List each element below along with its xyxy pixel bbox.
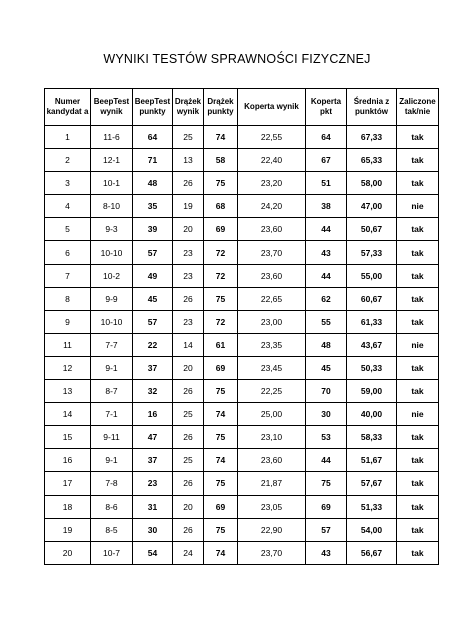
- cell-kandydat: 9: [45, 310, 91, 333]
- cell-drazek-punkty: 75: [204, 287, 238, 310]
- cell-zaliczone: tak: [397, 426, 439, 449]
- cell-beep-punkty: 57: [133, 241, 173, 264]
- cell-kandydat: 5: [45, 218, 91, 241]
- cell-srednia: 65,33: [347, 149, 397, 172]
- cell-beep-wynik: 7-8: [91, 472, 133, 495]
- cell-drazek-wynik: 26: [173, 518, 204, 541]
- table-body: [45, 126, 439, 565]
- cell-koperta-wynik: 22,55: [238, 126, 306, 149]
- header-beep-punkty: BeepTest punkty: [133, 89, 173, 126]
- cell-koperta-pkt: 30: [306, 403, 347, 426]
- table-header: [45, 89, 439, 126]
- table-row: [45, 541, 439, 564]
- cell-beep-punkty: 71: [133, 149, 173, 172]
- cell-koperta-wynik: 22,25: [238, 380, 306, 403]
- header-row: [45, 89, 439, 126]
- cell-srednia: 54,00: [347, 518, 397, 541]
- cell-drazek-wynik: 24: [173, 541, 204, 564]
- cell-drazek-wynik: 26: [173, 380, 204, 403]
- cell-kandydat: 18: [45, 495, 91, 518]
- cell-srednia: 40,00: [347, 403, 397, 426]
- cell-drazek-wynik: 23: [173, 264, 204, 287]
- cell-kandydat: 1: [45, 126, 91, 149]
- cell-kandydat: 6: [45, 241, 91, 264]
- cell-beep-wynik: 10-10: [91, 241, 133, 264]
- table-row: [45, 472, 439, 495]
- cell-koperta-pkt: 64: [306, 126, 347, 149]
- cell-srednia: 50,33: [347, 356, 397, 379]
- table-row: [45, 264, 439, 287]
- cell-koperta-pkt: 75: [306, 472, 347, 495]
- cell-kandydat: 15: [45, 426, 91, 449]
- cell-beep-wynik: 10-7: [91, 541, 133, 564]
- cell-koperta-wynik: 23,20: [238, 172, 306, 195]
- table-row: [45, 518, 439, 541]
- cell-zaliczone: nie: [397, 333, 439, 356]
- cell-srednia: 50,67: [347, 218, 397, 241]
- cell-drazek-wynik: 25: [173, 449, 204, 472]
- header-zaliczone: Zaliczone tak/nie: [397, 89, 439, 126]
- cell-drazek-wynik: 20: [173, 356, 204, 379]
- cell-drazek-wynik: 14: [173, 333, 204, 356]
- cell-koperta-pkt: 43: [306, 241, 347, 264]
- cell-drazek-wynik: 25: [173, 126, 204, 149]
- cell-kandydat: 20: [45, 541, 91, 564]
- table-row: [45, 126, 439, 149]
- cell-drazek-punkty: 69: [204, 495, 238, 518]
- cell-drazek-punkty: 74: [204, 126, 238, 149]
- cell-beep-punkty: 45: [133, 287, 173, 310]
- cell-drazek-punkty: 74: [204, 449, 238, 472]
- cell-koperta-pkt: 62: [306, 287, 347, 310]
- cell-drazek-wynik: 26: [173, 426, 204, 449]
- cell-drazek-punkty: 61: [204, 333, 238, 356]
- cell-drazek-punkty: 75: [204, 426, 238, 449]
- cell-drazek-punkty: 68: [204, 195, 238, 218]
- cell-koperta-wynik: 23,60: [238, 264, 306, 287]
- cell-beep-wynik: 10-1: [91, 172, 133, 195]
- cell-beep-punkty: 49: [133, 264, 173, 287]
- cell-koperta-wynik: 23,45: [238, 356, 306, 379]
- cell-kandydat: 14: [45, 403, 91, 426]
- cell-drazek-wynik: 19: [173, 195, 204, 218]
- cell-koperta-wynik: 23,60: [238, 449, 306, 472]
- cell-kandydat: 8: [45, 287, 91, 310]
- cell-beep-punkty: 64: [133, 126, 173, 149]
- table-row: [45, 310, 439, 333]
- table-row: [45, 426, 439, 449]
- cell-beep-punkty: 32: [133, 380, 173, 403]
- cell-drazek-punkty: 74: [204, 541, 238, 564]
- cell-beep-wynik: 10-10: [91, 310, 133, 333]
- cell-koperta-pkt: 48: [306, 333, 347, 356]
- table-row: [45, 195, 439, 218]
- cell-koperta-pkt: 55: [306, 310, 347, 333]
- cell-kandydat: 17: [45, 472, 91, 495]
- cell-srednia: 58,00: [347, 172, 397, 195]
- cell-zaliczone: tak: [397, 241, 439, 264]
- cell-beep-wynik: 9-1: [91, 356, 133, 379]
- cell-zaliczone: tak: [397, 449, 439, 472]
- cell-koperta-pkt: 44: [306, 218, 347, 241]
- cell-drazek-punkty: 58: [204, 149, 238, 172]
- cell-srednia: 61,33: [347, 310, 397, 333]
- cell-drazek-wynik: 26: [173, 172, 204, 195]
- table-row: [45, 241, 439, 264]
- cell-kandydat: 3: [45, 172, 91, 195]
- cell-koperta-wynik: 24,20: [238, 195, 306, 218]
- cell-srednia: 51,33: [347, 495, 397, 518]
- table-row: [45, 356, 439, 379]
- cell-beep-wynik: 8-5: [91, 518, 133, 541]
- cell-beep-wynik: 8-7: [91, 380, 133, 403]
- cell-koperta-pkt: 57: [306, 518, 347, 541]
- cell-beep-punkty: 23: [133, 472, 173, 495]
- cell-beep-punkty: 35: [133, 195, 173, 218]
- cell-srednia: 57,33: [347, 241, 397, 264]
- cell-koperta-pkt: 38: [306, 195, 347, 218]
- table-row: [45, 149, 439, 172]
- cell-beep-wynik: 8-6: [91, 495, 133, 518]
- table-row: [45, 172, 439, 195]
- cell-srednia: 57,67: [347, 472, 397, 495]
- table-row: [45, 380, 439, 403]
- cell-koperta-wynik: 22,90: [238, 518, 306, 541]
- cell-drazek-punkty: 75: [204, 518, 238, 541]
- cell-drazek-punkty: 75: [204, 472, 238, 495]
- cell-beep-wynik: 7-1: [91, 403, 133, 426]
- cell-beep-punkty: 39: [133, 218, 173, 241]
- cell-kandydat: 7: [45, 264, 91, 287]
- cell-koperta-wynik: 23,10: [238, 426, 306, 449]
- cell-beep-wynik: 9-3: [91, 218, 133, 241]
- cell-koperta-wynik: 21,87: [238, 472, 306, 495]
- cell-zaliczone: tak: [397, 149, 439, 172]
- cell-beep-punkty: 47: [133, 426, 173, 449]
- header-kandydat: Numer kandydat a: [45, 89, 91, 126]
- cell-beep-wynik: 7-7: [91, 333, 133, 356]
- cell-koperta-pkt: 53: [306, 426, 347, 449]
- cell-koperta-wynik: 23,60: [238, 218, 306, 241]
- header-drazek-punkty: Drążek punkty: [204, 89, 238, 126]
- cell-zaliczone: nie: [397, 403, 439, 426]
- cell-srednia: 56,67: [347, 541, 397, 564]
- cell-beep-punkty: 37: [133, 356, 173, 379]
- cell-kandydat: 11: [45, 333, 91, 356]
- cell-drazek-punkty: 72: [204, 241, 238, 264]
- cell-zaliczone: tak: [397, 495, 439, 518]
- cell-beep-wynik: 10-2: [91, 264, 133, 287]
- cell-drazek-wynik: 26: [173, 472, 204, 495]
- header-beep-wynik: BeepTest wynik: [91, 89, 133, 126]
- results-table: [44, 88, 439, 565]
- cell-zaliczone: tak: [397, 218, 439, 241]
- document-title: WYNIKI TESTÓW SPRAWNOŚCI FIZYCZNEJ: [103, 52, 371, 66]
- cell-koperta-wynik: 22,65: [238, 287, 306, 310]
- cell-drazek-wynik: 20: [173, 495, 204, 518]
- cell-zaliczone: tak: [397, 172, 439, 195]
- cell-drazek-punkty: 69: [204, 218, 238, 241]
- cell-drazek-punkty: 75: [204, 380, 238, 403]
- cell-beep-punkty: 57: [133, 310, 173, 333]
- cell-zaliczone: tak: [397, 380, 439, 403]
- cell-beep-punkty: 48: [133, 172, 173, 195]
- cell-srednia: 60,67: [347, 287, 397, 310]
- cell-zaliczone: nie: [397, 195, 439, 218]
- cell-koperta-pkt: 51: [306, 172, 347, 195]
- cell-zaliczone: tak: [397, 356, 439, 379]
- cell-koperta-wynik: 23,35: [238, 333, 306, 356]
- cell-zaliczone: tak: [397, 518, 439, 541]
- cell-drazek-wynik: 23: [173, 241, 204, 264]
- cell-drazek-punkty: 74: [204, 403, 238, 426]
- cell-srednia: 67,33: [347, 126, 397, 149]
- cell-beep-wynik: 11-6: [91, 126, 133, 149]
- cell-zaliczone: tak: [397, 126, 439, 149]
- cell-koperta-pkt: 44: [306, 449, 347, 472]
- cell-srednia: 43,67: [347, 333, 397, 356]
- cell-drazek-punkty: 75: [204, 172, 238, 195]
- cell-beep-punkty: 22: [133, 333, 173, 356]
- cell-drazek-wynik: 26: [173, 287, 204, 310]
- cell-drazek-punkty: 69: [204, 356, 238, 379]
- table-row: [45, 333, 439, 356]
- cell-zaliczone: tak: [397, 472, 439, 495]
- header-koperta-pkt: Koperta pkt: [306, 89, 347, 126]
- cell-drazek-wynik: 25: [173, 403, 204, 426]
- cell-koperta-pkt: 69: [306, 495, 347, 518]
- cell-srednia: 55,00: [347, 264, 397, 287]
- header-srednia: Średnia z punktów: [347, 89, 397, 126]
- cell-beep-punkty: 37: [133, 449, 173, 472]
- cell-koperta-wynik: 23,05: [238, 495, 306, 518]
- cell-srednia: 47,00: [347, 195, 397, 218]
- cell-beep-punkty: 30: [133, 518, 173, 541]
- cell-koperta-pkt: 43: [306, 541, 347, 564]
- cell-kandydat: 19: [45, 518, 91, 541]
- cell-drazek-wynik: 23: [173, 310, 204, 333]
- cell-koperta-pkt: 70: [306, 380, 347, 403]
- cell-koperta-wynik: 23,00: [238, 310, 306, 333]
- cell-kandydat: 13: [45, 380, 91, 403]
- cell-srednia: 58,33: [347, 426, 397, 449]
- cell-koperta-wynik: 23,70: [238, 241, 306, 264]
- table-row: [45, 449, 439, 472]
- cell-beep-wynik: 9-9: [91, 287, 133, 310]
- cell-beep-wynik: 12-1: [91, 149, 133, 172]
- cell-kandydat: 16: [45, 449, 91, 472]
- table-row: [45, 218, 439, 241]
- cell-beep-punkty: 16: [133, 403, 173, 426]
- cell-koperta-wynik: 22,40: [238, 149, 306, 172]
- cell-beep-punkty: 54: [133, 541, 173, 564]
- cell-kandydat: 12: [45, 356, 91, 379]
- cell-kandydat: 4: [45, 195, 91, 218]
- cell-koperta-wynik: 25,00: [238, 403, 306, 426]
- cell-beep-wynik: 9-1: [91, 449, 133, 472]
- cell-srednia: 59,00: [347, 380, 397, 403]
- cell-koperta-wynik: 23,70: [238, 541, 306, 564]
- cell-drazek-punkty: 72: [204, 310, 238, 333]
- cell-koperta-pkt: 44: [306, 264, 347, 287]
- table-row: [45, 495, 439, 518]
- cell-beep-wynik: 9-11: [91, 426, 133, 449]
- cell-zaliczone: tak: [397, 310, 439, 333]
- cell-kandydat: 2: [45, 149, 91, 172]
- table-row: [45, 403, 439, 426]
- cell-zaliczone: tak: [397, 287, 439, 310]
- cell-koperta-pkt: 67: [306, 149, 347, 172]
- header-drazek-wynik: Drążek wynik: [173, 89, 204, 126]
- cell-drazek-wynik: 13: [173, 149, 204, 172]
- table-row: [45, 287, 439, 310]
- cell-beep-punkty: 31: [133, 495, 173, 518]
- cell-koperta-pkt: 45: [306, 356, 347, 379]
- cell-zaliczone: tak: [397, 541, 439, 564]
- cell-zaliczone: tak: [397, 264, 439, 287]
- header-koperta-wynik: Koperta wynik: [238, 89, 306, 126]
- cell-beep-wynik: 8-10: [91, 195, 133, 218]
- cell-drazek-punkty: 72: [204, 264, 238, 287]
- cell-drazek-wynik: 20: [173, 218, 204, 241]
- cell-srednia: 51,67: [347, 449, 397, 472]
